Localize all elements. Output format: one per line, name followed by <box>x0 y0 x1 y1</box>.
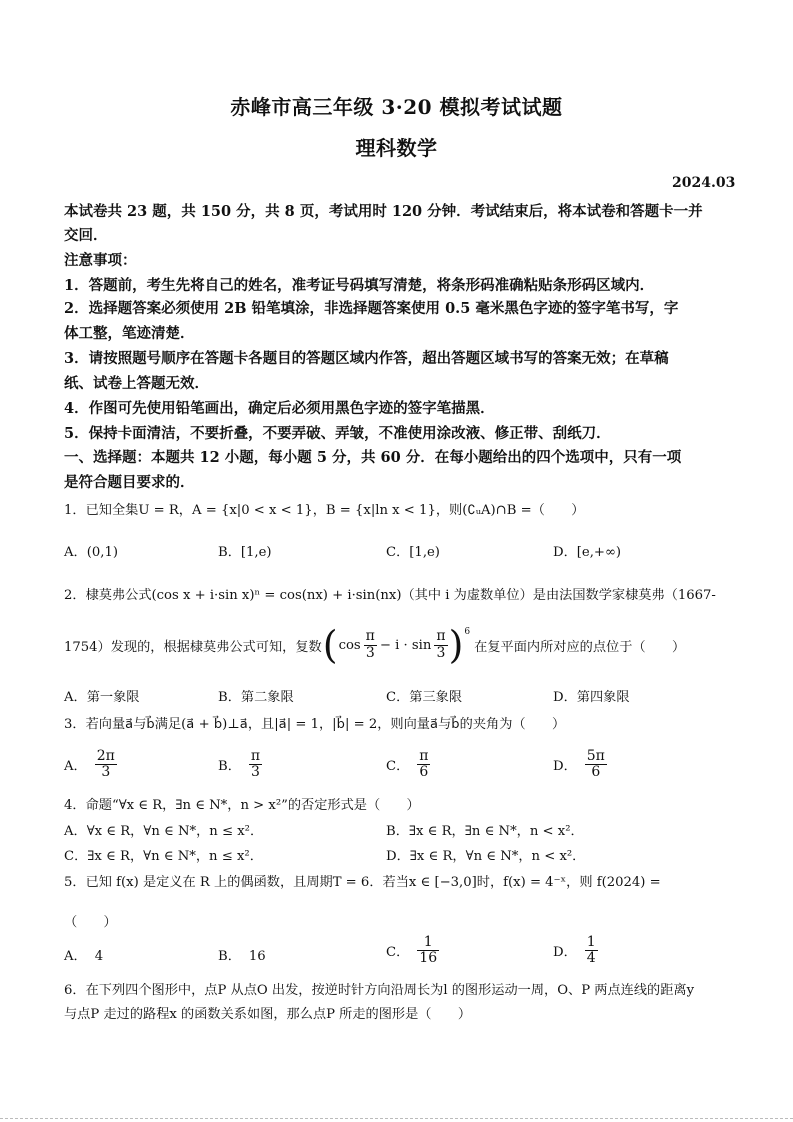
section-heading-cont: 是符合题目要求的． <box>64 474 195 491</box>
notice-5: 5．保持卡面清洁，不要折叠，不要弄破、弄皱，不准使用涂改液、修正带、刮纸刀． <box>64 425 611 442</box>
q5-c-num: 1 <box>417 935 439 951</box>
q5-a-letter: A． <box>64 949 87 964</box>
q5-d-den: 4 <box>586 950 596 967</box>
question-2-stem: 2．棣莫弗公式(cos x + i·sin x)ⁿ = cos(nx) + i·sin(nx)（其中 i 为虚数单位）是由法国数学家棣莫弗（1667- <box>64 588 716 603</box>
q5-option-c <box>386 935 439 967</box>
question-5-paren: （ ） <box>64 915 117 930</box>
q2-paren-right: ) <box>448 623 464 667</box>
q3-option-b <box>218 749 262 781</box>
q3-a-den: 3 <box>101 764 111 781</box>
exam-title: 赤峰市高三年级 3·20 模拟考试试题 <box>230 95 563 119</box>
q2-frac-2-num: π <box>436 628 446 645</box>
q2-text-pre: 1754）发现的，根据棣莫弗公式可知，复数 <box>64 639 322 655</box>
q5-c-letter: C． <box>386 945 410 961</box>
q4-option-d: D．∃x ∈ R，∀n ∈ N*，n < x²． <box>386 849 586 864</box>
q5-option-c-frac <box>417 935 439 967</box>
q3-option-b-letter: B． <box>218 759 241 775</box>
q3-option-c-frac <box>417 749 430 781</box>
q3-option-d <box>553 749 607 781</box>
question-6-line-1: 6．在下列四个图形中，点P 从点O 出发，按逆时针方向沿周长为l 的图形运动一周，O、P 两点连线的距离y <box>64 983 695 998</box>
question-5-stem: 5．已知 f(x) 是定义在 R 上的偶函数，且周期T = 6．若当x ∈ [−3,0]时，f(x) = 4⁻ˣ，则 f(2024) = <box>64 875 661 890</box>
q3-c-den: 6 <box>419 764 429 781</box>
intro-line-2: 交回． <box>64 227 108 244</box>
q5-d-letter: D． <box>553 945 577 961</box>
q1-option-b: B．[1,e) <box>218 545 272 560</box>
q2-option-c: C．第三象限 <box>386 690 463 705</box>
q5-c-den: 16 <box>419 950 438 967</box>
notice-2: 2．选择题答案必须使用 2B 铅笔填涂，非选择题答案使用 0.5 毫米黑色字迹的签字笔书写，字 <box>64 300 679 317</box>
q3-a-num: 2π <box>96 748 115 764</box>
q2-option-a: A．第一象限 <box>64 690 140 705</box>
q3-option-a-frac <box>95 749 117 781</box>
q2-text-post: 在复平面内所对应的点位于（ ） <box>474 639 686 655</box>
q3-d-den: 6 <box>591 764 601 781</box>
q5-b-letter: B． <box>218 949 241 964</box>
q3-c-num: π <box>419 748 429 764</box>
notice-title: 注意事项： <box>64 252 137 269</box>
q2-power: 6 <box>464 627 471 637</box>
notice-1: 1．答题前，考生先将自己的姓名，准考证号码填写清楚，将条形码准确粘贴条形码区域内． <box>64 277 655 294</box>
exam-subject: 理科数学 <box>355 136 438 160</box>
q2-frac-2-den: 3 <box>436 644 446 661</box>
q2-frac-1-num: π <box>365 628 375 645</box>
q5-a-value: 4 <box>94 949 104 964</box>
q4-option-c: C．∃x ∈ R，∀n ∈ N*，n ≤ x²． <box>64 849 263 864</box>
section-heading: 一、选择题：本题共 12 小题，每小题 5 分，共 60 分．在每小题给出的四个选项中，只有一项 <box>64 449 682 466</box>
page-bottom-rule <box>0 1118 793 1119</box>
q2-option-d: D．第四象限 <box>553 690 630 705</box>
q1-option-d: D．[e,+∞) <box>553 545 622 560</box>
q5-d-num: 1 <box>586 934 596 950</box>
q2-frac-2 <box>434 629 447 661</box>
q2-option-b: B．第二象限 <box>218 690 294 705</box>
q5-option-b <box>218 945 266 964</box>
q4-option-a: A．∀x ∈ R，∀n ∈ N*，n ≤ x²． <box>64 824 264 839</box>
q3-option-c-letter: C． <box>386 759 410 775</box>
q3-option-b-frac <box>249 749 262 781</box>
notice-3: 3．请按照题号顺序在答题卡各题目的答题区域内作答，超出答题区域书写的答案无效；在草稿 <box>64 350 669 367</box>
q2-cos: cos <box>338 637 361 653</box>
q2-minus-isin: − i · sin <box>379 637 432 653</box>
q2-frac-1 <box>364 629 377 661</box>
q5-b-value: 16 <box>248 949 266 964</box>
q3-b-den: 3 <box>251 764 260 781</box>
question-1-stem: 1．已知全集U = R，A = {x|0 < x < 1}，B = {x|ln x < 1}，则(∁ᵤA)∩B =（ ） <box>64 503 585 518</box>
q1-option-c: C．[1,e) <box>386 545 440 560</box>
exam-date: 2024.03 <box>672 175 736 191</box>
q4-option-b: B．∃x ∈ R，∃n ∈ N*，n < x²． <box>386 824 584 839</box>
q5-option-a <box>64 945 103 964</box>
question-2-stem-cont <box>64 625 685 665</box>
q5-option-d <box>553 935 598 967</box>
q3-option-d-frac <box>585 749 607 781</box>
notice-3-cont: 纸、试卷上答题无效． <box>64 375 209 392</box>
q3-d-num: 5π <box>586 748 605 764</box>
q3-b-num: π <box>250 748 261 764</box>
q2-frac-1-den: 3 <box>365 644 375 661</box>
notice-2-cont: 体工整，笔迹清楚． <box>64 325 195 342</box>
question-6-line-2: 与点P 走过的路程x 的函数关系如图，那么点P 所走的图形是（ ） <box>64 1007 472 1022</box>
q3-option-a <box>64 749 117 781</box>
q2-paren-left: ( <box>322 623 338 667</box>
q3-option-a-letter: A． <box>64 759 87 775</box>
q3-option-c <box>386 749 430 781</box>
q1-option-a: A．(0,1) <box>64 545 118 560</box>
q3-option-d-letter: D． <box>553 759 577 775</box>
q5-option-d-frac <box>585 935 598 967</box>
question-3-stem: 3．若向量a⃗与b⃗满足(a⃗ + b⃗)⊥a⃗，且|a⃗| = 1，|b⃗| = 2，则向量a⃗与b⃗的夹角为（ ） <box>64 717 566 732</box>
notice-4: 4．作图可先使用铅笔画出，确定后必须用黑色字迹的签字笔描黑． <box>64 400 495 417</box>
question-4-stem: 4．命题“∀x ∈ R，∃n ∈ N*，n > x²”的否定形式是（ ） <box>64 798 420 813</box>
intro-line-1: 本试卷共 23 题，共 150 分，共 8 页，考试用时 120 分钟．考试结束后，将本试卷和答题卡一并 <box>64 203 703 220</box>
